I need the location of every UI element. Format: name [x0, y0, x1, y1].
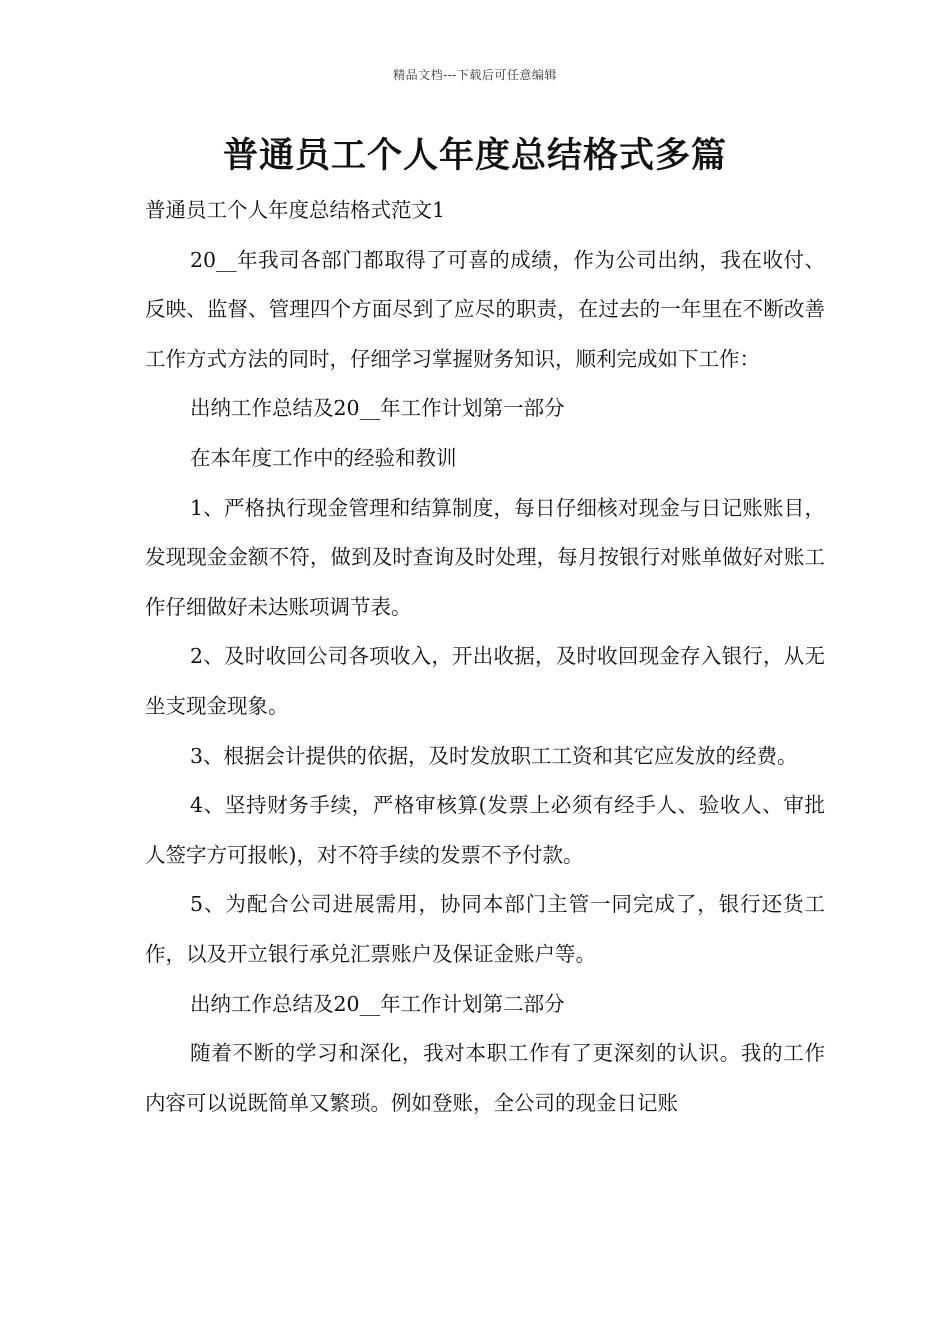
list-item: 1、严格执行现金管理和结算制度，每日仔细核对现金与日记账账目，发现现金金额不符，做到及时查询及时处理，每月按银行对账单做好对账工作仔细做好未达账项调节表。 [145, 495, 825, 619]
list-item: 2、及时收回公司各项收入，开出收据，及时收回现金存入银行，从无坐支现金现象。 [145, 644, 825, 718]
section-heading: 普通员工个人年度总结格式范文1 [145, 198, 446, 222]
subheading: 出纳工作总结及20__年工作计划第二部分 [190, 991, 565, 1016]
document-title: 普通员工个人年度总结格式多篇 [222, 135, 727, 176]
paragraph: 随着不断的学习和深化，我对本职工作有了更深刻的认识。我的工作内容可以说既简单又繁琐。例如登账，全公司的现金日记账 [145, 1041, 825, 1115]
document-body [145, 186, 825, 1128]
subheading: 出纳工作总结及20__年工作计划第一部分 [190, 396, 565, 421]
header-note: 精品文档---下载后可任意编辑 [393, 68, 557, 82]
paragraph: 20__年我司各部门都取得了可喜的成绩，作为公司出纳，我在收付、反映、监督、管理四个方面尽到了应尽的职责，在过去的一年里在不断改善工作方式方法的同时，仔细学习掌握财务知识，顺利完成如下工作： [145, 247, 825, 371]
list-item: 5、为配合公司进展需用，协同本部门主管一同完成了，银行还货工作，以及开立银行承兑汇票账户及保证金账户等。 [145, 892, 825, 966]
list-item: 4、坚持财务手续，严格审核算(发票上必须有经手人、验收人、审批人签字方可报帐)，对不符手续的发票不予付款。 [145, 793, 825, 867]
list-item: 3、根据会计提供的依据，及时发放职工工资和其它应发放的经费。 [190, 743, 798, 768]
subheading: 在本年度工作中的经验和教训 [190, 445, 457, 470]
